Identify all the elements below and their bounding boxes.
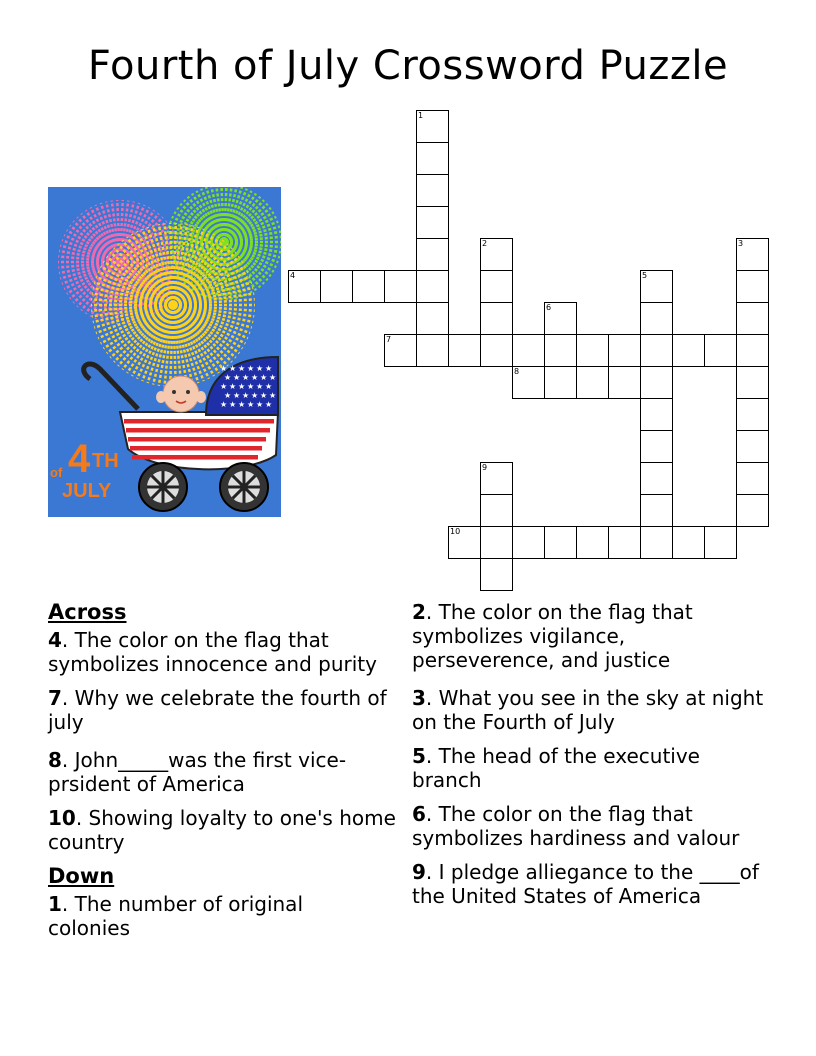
crossword-cell[interactable]: [448, 526, 481, 559]
poster-of: of: [50, 465, 63, 480]
crossword-cell[interactable]: [416, 238, 449, 271]
crossword-cell[interactable]: [416, 334, 449, 367]
crossword-cell[interactable]: [512, 526, 545, 559]
crossword-cell[interactable]: [672, 526, 705, 559]
crossword-cell[interactable]: [576, 366, 609, 399]
svg-text:★: ★: [224, 373, 232, 382]
crossword-cell[interactable]: [640, 334, 673, 367]
clue-number: 8: [48, 748, 62, 772]
crossword-cell[interactable]: [640, 462, 673, 495]
crossword-cell[interactable]: [512, 334, 545, 367]
crossword-cell[interactable]: [640, 302, 673, 335]
svg-text:★: ★: [256, 364, 264, 373]
clue-down-2: [412, 600, 772, 672]
clue-number: 5: [412, 744, 426, 768]
crossword-cell[interactable]: [576, 334, 609, 367]
svg-text:★: ★: [229, 364, 237, 373]
across-heading: Across: [48, 600, 127, 624]
clues-left-column: [48, 600, 408, 940]
cell-number: 1: [418, 111, 424, 120]
clues-right-column: [412, 600, 772, 908]
page-title: Fourth of July Crossword Puzzle: [87, 43, 729, 89]
clue-text: . What you see in the sky at night on the Fourth of July: [412, 686, 764, 734]
clue-text: . Showing loyalty to one's home country: [48, 806, 396, 854]
clue-text: . The color on the flag that symbolizes hardiness and valour: [412, 802, 740, 850]
cell-number: 5: [642, 271, 648, 280]
crossword-cell[interactable]: [640, 526, 673, 559]
crossword-cell[interactable]: [640, 494, 673, 527]
clue-number: 6: [412, 802, 426, 826]
crossword-cell[interactable]: [704, 526, 737, 559]
cell-number: 2: [482, 239, 488, 248]
svg-text:★: ★: [265, 400, 273, 409]
crossword-cell[interactable]: [736, 238, 769, 271]
crossword-cell[interactable]: [416, 206, 449, 239]
svg-text:★: ★: [233, 373, 241, 382]
crossword-cell[interactable]: [672, 334, 705, 367]
svg-text:★: ★: [238, 400, 246, 409]
crossword-cell[interactable]: [352, 270, 385, 303]
svg-text:★: ★: [260, 373, 268, 382]
crossword-cell[interactable]: [480, 462, 513, 495]
crossword-cell[interactable]: [640, 398, 673, 431]
svg-text:★: ★: [247, 364, 255, 373]
clue-text: . John_____was the first vice-prsident of America: [48, 748, 347, 796]
crossword-cell[interactable]: [480, 238, 513, 271]
svg-text:★: ★: [256, 400, 264, 409]
svg-text:★: ★: [256, 382, 264, 391]
svg-text:★: ★: [242, 391, 250, 400]
crossword-cell[interactable]: [736, 270, 769, 303]
crossword-cell[interactable]: [416, 270, 449, 303]
svg-text:★: ★: [251, 391, 259, 400]
crossword-cell[interactable]: [544, 302, 577, 335]
crossword-cell[interactable]: [416, 174, 449, 207]
svg-text:★: ★: [220, 382, 228, 391]
cell-number: 3: [738, 239, 744, 248]
crossword-cell[interactable]: [384, 270, 417, 303]
clue-across-8: [48, 748, 408, 796]
crossword-cell[interactable]: [576, 526, 609, 559]
crossword-cell[interactable]: [544, 334, 577, 367]
cell-number: 8: [514, 367, 520, 376]
svg-text:★: ★: [265, 364, 273, 373]
crossword-cell[interactable]: [320, 270, 353, 303]
crossword-cell[interactable]: [416, 302, 449, 335]
svg-text:★: ★: [224, 391, 232, 400]
clue-text: . The head of the executive branch: [412, 744, 700, 792]
clue-number: 4: [48, 628, 62, 652]
crossword-cell[interactable]: [704, 334, 737, 367]
crossword-cell[interactable]: [288, 270, 321, 303]
crossword-cell[interactable]: [480, 270, 513, 303]
cell-number: 9: [482, 463, 488, 472]
crossword-cell[interactable]: [448, 334, 481, 367]
clue-text: . I pledge alliegance to the ____of the United States of America: [412, 860, 759, 908]
cell-number: 4: [290, 271, 296, 280]
svg-text:★: ★: [251, 373, 259, 382]
poster-th: TH: [92, 450, 119, 472]
crossword-cell[interactable]: [384, 334, 417, 367]
down-heading: Down: [48, 864, 115, 888]
clue-across-7: [48, 686, 408, 734]
svg-text:★: ★: [238, 382, 246, 391]
clue-across-10: [48, 806, 408, 854]
svg-text:★: ★: [220, 364, 228, 373]
svg-text:★: ★: [260, 391, 268, 400]
cell-number: 7: [386, 335, 392, 344]
clue-down-3: [412, 686, 772, 734]
crossword-cell[interactable]: [736, 462, 769, 495]
svg-text:★: ★: [238, 364, 246, 373]
crossword-cell[interactable]: [640, 430, 673, 463]
crossword-cell[interactable]: [480, 334, 513, 367]
crossword-cell[interactable]: [608, 366, 641, 399]
cell-number: 10: [450, 527, 461, 536]
crossword-cell[interactable]: [480, 558, 513, 591]
clue-number: 9: [412, 860, 426, 884]
crossword-cell[interactable]: [512, 366, 545, 399]
clue-text: . Why we celebrate the fourth of july: [48, 686, 387, 734]
crossword-cell[interactable]: [608, 526, 641, 559]
svg-text:★: ★: [233, 391, 241, 400]
clue-number: 3: [412, 686, 426, 710]
svg-text:★: ★: [269, 391, 277, 400]
crossword-cell[interactable]: [416, 110, 449, 143]
clue-text: . The color on the flag that symbolizes vigilance, perseverence, and justice: [412, 600, 693, 672]
crossword-cell[interactable]: [736, 302, 769, 335]
crossword-cell[interactable]: [640, 366, 673, 399]
crossword-cell[interactable]: [544, 526, 577, 559]
svg-text:★: ★: [220, 400, 228, 409]
clue-down-1: [48, 892, 348, 940]
crossword-cell[interactable]: [736, 430, 769, 463]
crossword-cell[interactable]: [736, 334, 769, 367]
clue-down-9: [412, 860, 772, 908]
crossword-cell[interactable]: [640, 270, 673, 303]
clue-number: 1: [48, 892, 62, 916]
clue-down-6: [412, 802, 772, 850]
clue-text: . The color on the flag that symbolizes innocence and purity: [48, 628, 377, 676]
clue-number: 7: [48, 686, 62, 710]
poster-july: JULY: [62, 480, 112, 502]
crossword-cell[interactable]: [736, 398, 769, 431]
crossword-cell[interactable]: [416, 142, 449, 175]
crossword-cell[interactable]: [480, 494, 513, 527]
poster-4: 4: [68, 437, 91, 481]
svg-text:★: ★: [229, 382, 237, 391]
clue-text: . The number of original colonies: [48, 892, 303, 940]
crossword-cell[interactable]: [480, 526, 513, 559]
crossword-cell[interactable]: [544, 366, 577, 399]
crossword-cell[interactable]: [480, 302, 513, 335]
clue-number: 10: [48, 806, 76, 830]
svg-text:★: ★: [269, 373, 277, 382]
svg-text:★: ★: [242, 373, 250, 382]
clue-down-5: [412, 744, 772, 792]
clue-across-4: [48, 628, 408, 676]
svg-text:★: ★: [265, 382, 273, 391]
crossword-cell[interactable]: [736, 366, 769, 399]
crossword-cell[interactable]: [608, 334, 641, 367]
cell-number: 6: [546, 303, 552, 312]
crossword-cell[interactable]: [736, 494, 769, 527]
svg-text:★: ★: [229, 400, 237, 409]
clue-number: 2: [412, 600, 426, 624]
svg-text:★: ★: [247, 400, 255, 409]
svg-text:★: ★: [247, 382, 255, 391]
